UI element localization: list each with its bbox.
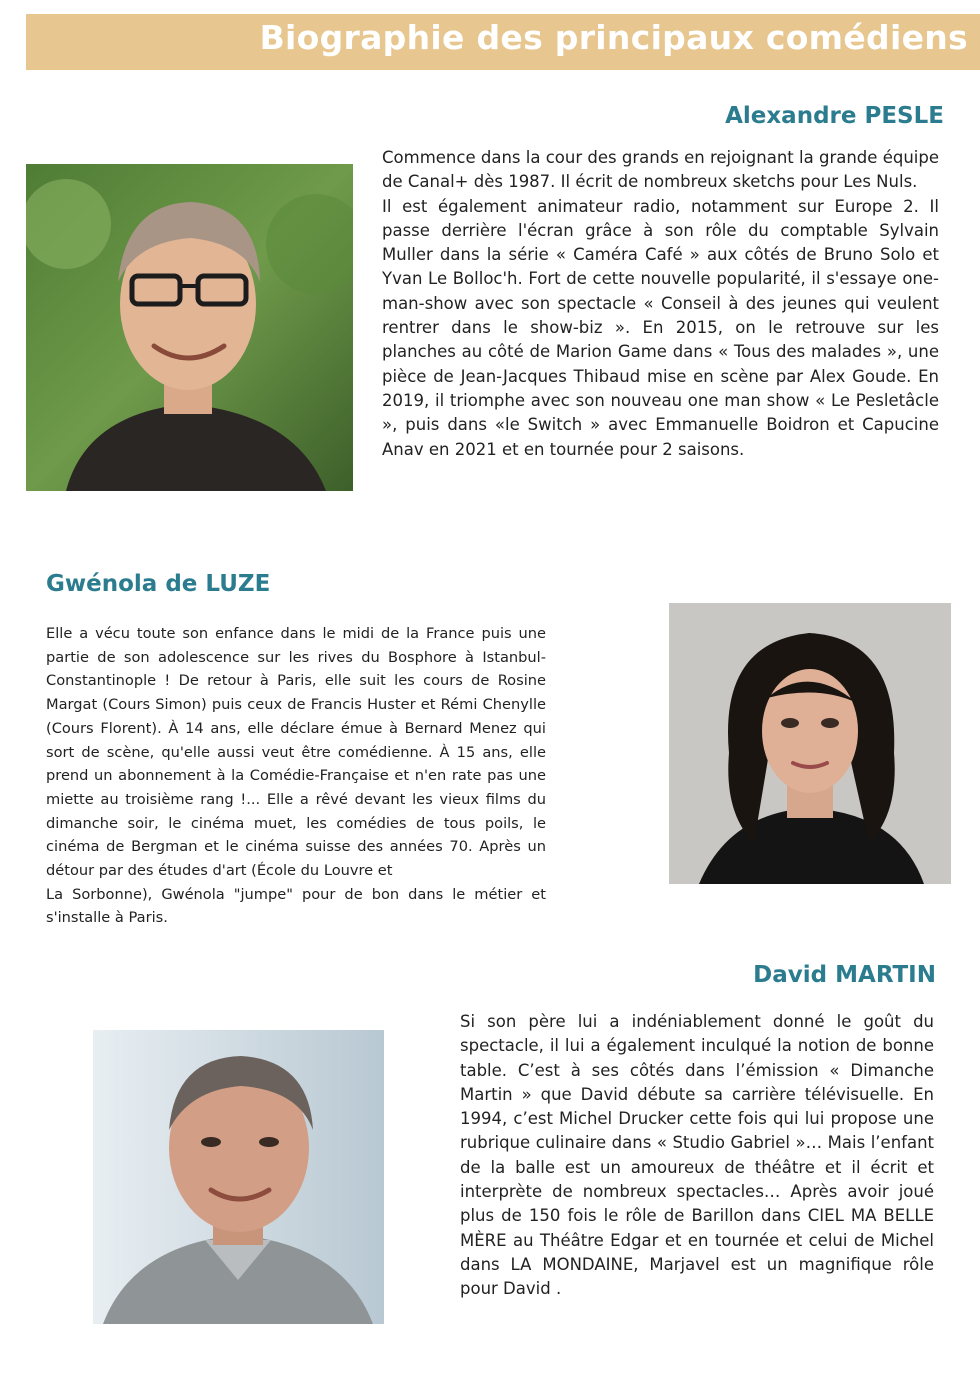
page-title: Biographie des principaux comédiens <box>259 18 968 57</box>
actor-name-david-martin: David MARTIN <box>753 962 936 988</box>
actor-bio-david-martin: Si son père lui a indéniablement donné le goût du spectacle, il lui a également inculqué la notion de bonne table. C’est à ses côtés dans l’émission « Dimanche Martin » que David débute sa carrière télévisuelle. En 1994, c’est Michel Drucker cette fois qui lui propose une rubrique culinaire dans « Studio Gabriel »… Mais l’enfant de la balle est un amoureux de théâtre et il écrit et interprète de nombreux spectacles… Après avoir joué plus de 150 fois le rôle de Barillon dans CIEL MA BELLE MÈRE au Théâtre Edgar et en tournée et celui de Michel dans LA MONDAINE, Marjavel est un magnifique rôle pour David . <box>460 1012 934 1299</box>
actor-bio-alexandre-pesle: Commence dans la cour des grands en rejoignant la grande équipe de Canal+ dès 1987. Il écrit de nombreux sketchs pour Les Nuls. Il est également animateur radio, notamment sur Europe 2. Il passe derrière l'écran grâce à son rôle du comptable Sylvain Muller dans la série « Caméra Café » aux côtés de Bruno Solo et Yvan Le Bolloc'h. Fort de cette nouvelle popularité, il s'essaye one-man-show avec son spectacle « Conseil à des jeunes qui veulent rentrer dans le show-biz ». En 2015, on le retrouve sur les planches au côté de Marion Game dans « Tous des malades », une pièce de Jean-Jacques Thibaud mise en scène par Alex Goude. En 2019, il triomphe avec son nouveau one man show « Le Pesletâcle », puis dans «le Switch » avec Emmanuelle Boidron et Capucine Anav en 2021 et en tournée pour 2 saisons. <box>382 148 939 459</box>
portrait-icon <box>93 1030 384 1324</box>
portrait-icon <box>26 164 353 491</box>
actor-name-gwenola-de-luze: Gwénola de LUZE <box>46 571 271 597</box>
header-band <box>26 14 980 70</box>
actor-name-alexandre-pesle: Alexandre PESLE <box>725 103 944 129</box>
actor-bio-gwenola-de-luze: Elle a vécu toute son enfance dans le midi de la France puis une partie de son adolescence sur les rives du Bosphore à Istanbul-Constantinople ! De retour à Paris, elle suit les cours de Rosine Margat (Cours Simon) puis ceux de Francis Huster et Rémi Chenylle (Cours Florent). À 14 ans, elle déclare émue à Bernard Menez qui sort de scène, qu'elle aussi veut être comédienne. À 15 ans, elle prend un abonnement à la Comédie-Française et n'en rate pas une miette au troisième rang !... Elle a rêvé devant les vieux films du dimanche soir, le cinéma muet, les comédies de tous poils, le cinéma de Bergman et le cinéma suisse des années 70. Après un détour par des études d'art (École du Louvre et La Sorbonne), Gwénola "jumpe" pour de bon dans le métier et s'installe à Paris. <box>46 625 546 927</box>
portrait-icon <box>669 603 951 884</box>
